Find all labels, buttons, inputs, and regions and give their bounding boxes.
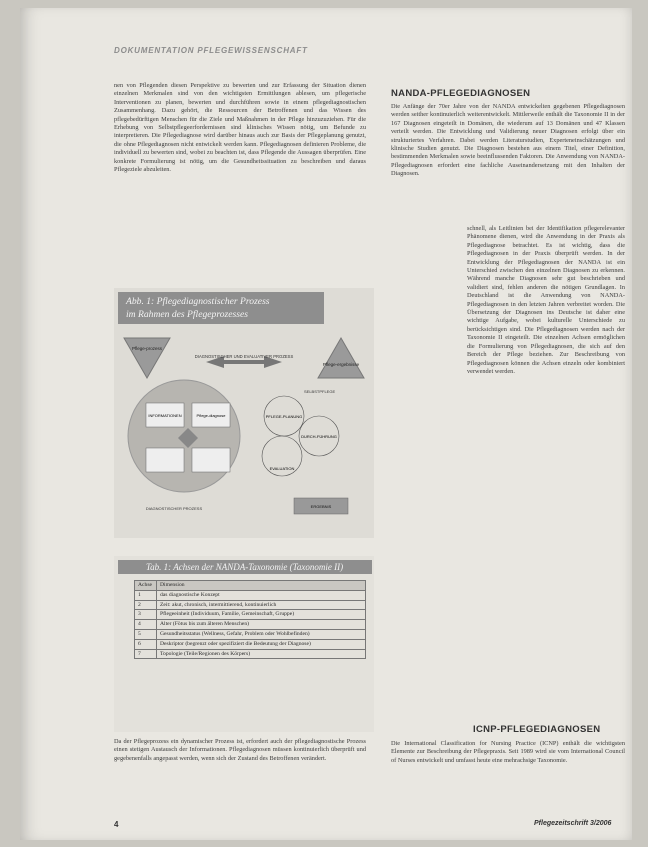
right-triangle-label: Pflege-ergebnisse: [322, 362, 360, 367]
figure-title-line2: im Rahmen des Pflegeprozesses: [126, 309, 248, 320]
table-row: [135, 600, 366, 610]
row-num: 2: [135, 600, 157, 610]
table-row: [135, 629, 366, 639]
left-triangle: [124, 338, 170, 378]
header-dimension: Dimension: [157, 581, 366, 591]
nanda-heading: NANDA-PFLEGEDIAGNOSEN: [391, 88, 531, 99]
row-dimension: das diagnostische Konzept: [157, 590, 366, 600]
row-dimension: Topologie (Teile/Regionen des Körpers): [157, 649, 366, 659]
axes-table: [134, 580, 366, 659]
running-header: DOKUMENTATION PFLEGEWISSENSCHAFT: [114, 46, 308, 55]
figure-title-line1: Abb. 1: Pflegediagnostischer Prozess: [126, 296, 270, 307]
ergebnis-label: ERGEBNIS: [310, 504, 332, 509]
informationen-label: INFORMATIONEN: [148, 413, 182, 418]
row-num: 5: [135, 629, 157, 639]
table-row: [135, 649, 366, 659]
magazine-page: [20, 8, 632, 840]
header-achse: Achse: [135, 581, 157, 591]
row-num: 3: [135, 610, 157, 620]
row-dimension: Zeit: akut, chronisch, intermittierend, kontinuierlich: [157, 600, 366, 610]
left-triangle-label: Pflege-prozess: [131, 346, 163, 351]
evaluation-label: EVALUATION: [269, 466, 295, 471]
table-row: [135, 590, 366, 600]
table-row: [135, 620, 366, 630]
row-dimension: Deskriptor (begrenzt oder spezifiziert die Bedeutung der Diagnose): [157, 639, 366, 649]
durchfuehrung-label: DURCH-FÜHRUNG: [301, 434, 337, 439]
right-triangle: [318, 338, 364, 378]
table-header-row: [135, 581, 366, 591]
table-row: [135, 639, 366, 649]
row-num: 6: [135, 639, 157, 649]
row-num: 7: [135, 649, 157, 659]
journal-footer: Pflegezeitschrift 3/2006: [534, 820, 612, 827]
diagnose-label: Pflege-diagnose: [196, 413, 226, 418]
table-title: Tab. 1: Achsen der NANDA-Taxonomie (Taxonomie II): [118, 560, 372, 574]
row-dimension: Pflegeeinheit (Individuum, Familie, Gemeinschaft, Gruppe): [157, 610, 366, 620]
nanda-text: Die Anfänge der 70er Jahre von der NANDA entwickelten gegebenen Pflegediagnosen werden seither kontinuierlich weiterentwickelt. Mittlerweile enthält die Taxonomie II in der 167 Diagnosen eingeteilt in Domänen, die wiederum auf 13 Domänen und 47 Klassen verteilt werden. Die Entwicklung und Validierung neuer Diagnosen erfolgt über ein strukturiertes Verfahren. Dabei werden Literaturstudien, Experteneinschätzungen und klinische Studien genutzt. Die Diagnosen bestehen aus einem Titel, einer Definition, bestimmenden Merkmalen sowie beeinflussenden Faktoren. Die Anwendung von NANDA-Pflegediagnosen erfordert eine fachliche Auseinandersetzung mit den Inhalten der Diagnosen.: [391, 103, 625, 178]
planung-label: PFLEGE-PLANUNG: [265, 414, 303, 419]
nanda-text-continued: schnell, als Leitlinien bei der Identifikation pflegerelevanter Phänomene dienen, wird die Anwendung in der Praxis als Pflegediagnose betrachtet. Es ist wichtig, dass die Pflegediagnosen in der Praxis überprüft werden. In der Entwicklung der Pflegediagnosen der NANDA ist ein Unterschied zwischen den einzelnen Diagnosen zu erkennen. Während manche Diagnosen sehr gut beschrieben und validiert sind, fehlen anderen die nötigen Grundlagen. In Deutschland ist die Anwendung von NANDA-Pflegediagnosen in den letzten Jahren verbreitet worden. Die Übersetzung der Diagnosen ins Deutsche ist daher eine wichtige Aufgabe, wobei kulturelle Unterschiede zu berücksichtigen sind. Die Pflegediagnosen werden nach der Taxonomie II eingeteilt. Die einzelnen Achsen ermöglichen die Formulierung von Pflegediagnosen, die sich auf den Bereich der Pflege beziehen. Zur Beschreibung von Pflegediagnosen können die Achsen einzeln oder kombiniert verwendet werden.: [467, 225, 625, 375]
row-num: 1: [135, 590, 157, 600]
left-column-text: nen von Pflegenden diesen Perspektive zu bewerten und zur Erfassung der Situation dienen einzelnen Merkmalen sind von den wichtigsten Ermittlungen ablesen, um pflegerische Interventionen zu planen, bewerten und durchführen sowie in einem pflegediagnostischen Zusammenhang. Dazu gehört, die Ressourcen der Betroffenen und das Wissen des pflegebedürftigen Menschen für die Ziele und Maßnahmen in der Pflege hinzuzuziehen. Für die Erhebung von Selbstpflegeerfordernissen sind klinisches Wissen nötig, um Befunde zu interpretieren. Die Pflegediagnose wird darüber hinaus auch zur Basis der Pflegeplanung genutzt, die ohne Pflegediagnosen nicht entwickelt werden kann. Pflegediagnosen definieren Probleme, die individuell zu bewerten sind, wobei zu beachten ist, dass Pflegende die Aussagen überprüfen. Eine konkrete Formulierung ist nötig, um die Gesundheitssituation zu beschreiben und daraus Pflegeziele abzuleiten.: [114, 82, 366, 174]
table-row: [135, 610, 366, 620]
bottom-left-text: Da der Pflegeprozess ein dynamischer Prozess ist, erfordert auch der pflegediagnostische Prozess einen stetigen Austausch der Informationen. Pflegediagnosen müssen kontinuierlich überprüft und gegebenenfalls angepasst werden, wenn sich der Zustand des Betroffenen verändert.: [114, 738, 366, 762]
page-number: 4: [114, 820, 119, 829]
row-num: 4: [135, 620, 157, 630]
bottom-bar-label: DIAGNOSTISCHER PROZESS: [145, 506, 203, 511]
process-diagram: [114, 288, 374, 538]
row-dimension: Gesundheitsstatus (Wellness, Gefahr, Problem oder Wohlbefinden): [157, 629, 366, 639]
selbstpflege-label: SELBSTPFLEGE: [304, 389, 336, 394]
table-nanda-achsen: [114, 556, 374, 732]
figure-pflegediagnostischer-prozess: [114, 288, 374, 538]
icnp-heading: ICNP-PFLEGEDIAGNOSEN: [473, 724, 601, 735]
top-bar-label: DIAGNOSTISCHER UND EVALUATIVER PROZESS: [194, 354, 294, 359]
icnp-text: Die International Classification for Nursing Practice (ICNP) enthält die wichtigsten Elemente zur Beschreibung der Pflegepraxis. Seit 1989 wird sie vom International Council of Nurses entwickelt und umfasst heute eine mehrachsige Taxonomie.: [391, 740, 625, 764]
row-dimension: Alter (Fötus bis zum älteren Menschen): [157, 620, 366, 630]
